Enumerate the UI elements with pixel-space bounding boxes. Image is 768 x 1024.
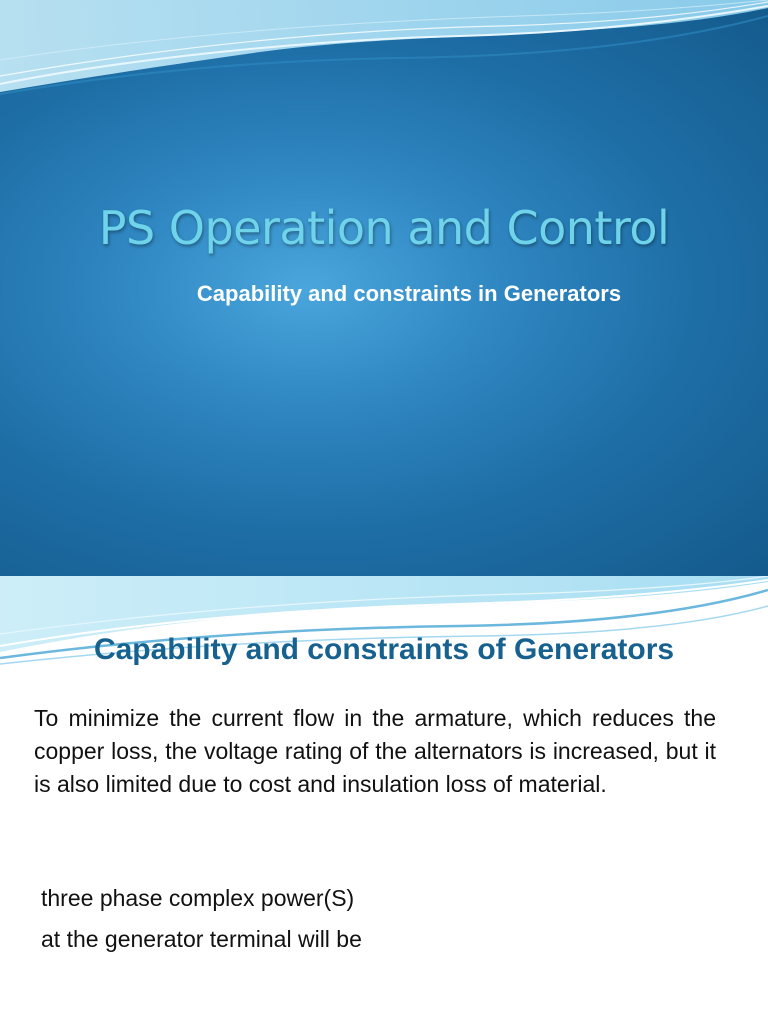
body-line-generator-terminal: at the generator terminal will be: [41, 926, 362, 952]
body-paragraph: To minimize the current flow in the armature, which reduces the copper loss, the voltage rating of the alternators is increased, but it is also limited due to cost and insulation loss of material.: [34, 705, 716, 797]
wave-decoration-top: [0, 0, 768, 100]
slide-heading: Capability and constraints of Generators: [93, 633, 675, 666]
slide-title: PS Operation and Control: [98, 201, 670, 255]
slide-subtitle: Capability and constraints in Generators: [196, 281, 622, 306]
content-slide: [0, 576, 768, 1024]
body-line-complex-power: three phase complex power(S): [41, 885, 355, 911]
